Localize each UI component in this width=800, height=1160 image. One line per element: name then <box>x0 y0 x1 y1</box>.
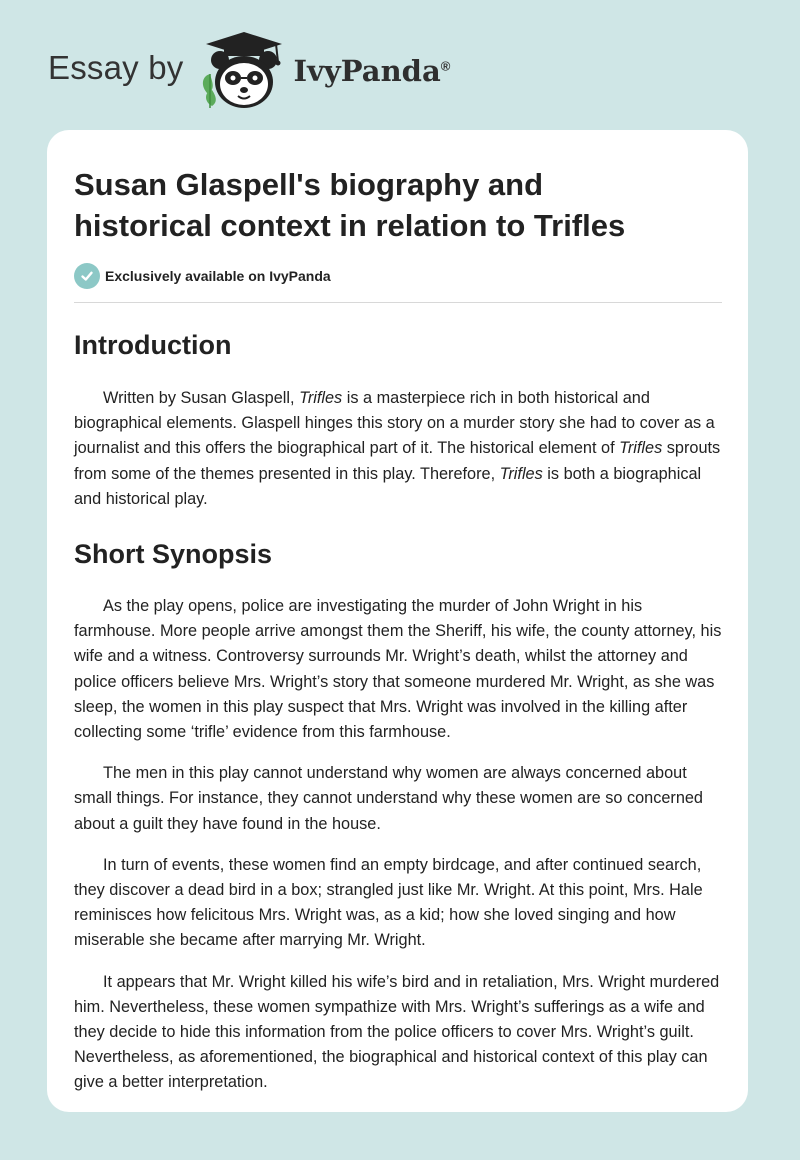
brand-name[interactable] <box>294 54 451 88</box>
intro-text-1: Written by Susan Glaspell, <box>103 389 300 407</box>
page-title: Susan Glaspell's biography and historical context in relation to Trifles <box>74 167 626 243</box>
intro-title-italic-1: Trifles <box>299 389 343 407</box>
divider <box>74 302 722 303</box>
synopsis-paragraph: It appears that Mr. Wright killed his wife’s bird and in retaliation, Mrs. Wright murdered him. Nevertheless, these women sympathize with Mrs. Wright’s sufferings as a wife and they decide to hide this information from the police officers to cover Mrs. Wright’s guilt. Nevertheless, as aforementioned, the biographical and historical context of this play can give a better interpretation. <box>74 972 720 1092</box>
intro-text-2: is a masterpiece rich in both historical and biographical elements. Glaspell hinges this story on a murder story she had to cover as a journalist and this offers the biographical part of it. The historical element of <box>74 389 715 458</box>
checkmark-icon <box>74 263 100 289</box>
exclusive-badge <box>74 263 722 289</box>
synopsis-paragraph: The men in this play cannot understand why women are always concerned about small things. For instance, they cannot understand why these women are so concerned about a guilt they have found in the house. <box>74 764 703 833</box>
section-heading-synopsis: Short Synopsis <box>74 539 273 570</box>
intro-title-italic-3: Trifles <box>499 464 543 483</box>
intro-title-italic-2: Trifles <box>619 439 663 458</box>
introduction-paragraph <box>74 386 722 512</box>
synopsis-paragraph: In turn of events, these women find an empty birdcage, and after continued search, they discover a dead bird in a box; strangled just like Mr. Wright. At this point, Mrs. Hale reminisces how felicitous Mrs. Wright was, as a kid; how she loved singing and how miserable she became after marrying Mr. Wright. <box>74 855 703 950</box>
section-heading-introduction: Introduction <box>74 330 232 360</box>
intro-text-3: sprouts from some of the themes presented in this play. Therefore, <box>74 439 721 483</box>
registered-mark: ® <box>440 58 451 74</box>
brand-header <box>48 28 450 112</box>
badge-text: Exclusively available on IvyPanda <box>105 268 331 284</box>
brand-prefix: Essay by <box>48 49 184 86</box>
synopsis-paragraph: As the play opens, police are investigating the murder of John Wright in his farmhouse. More people arrive amongst them the Sheriff, his wife, the county attorney, his wife and a witness. Controversy surrounds Mr. Wright’s death, whilst the attorney and police officers believe Mrs. Wright’s story that someone murdered Mr. Wright, as she was sleep, the women in this play suspect that Mrs. Wright was involved in the killing after collecting some ‘trifle’ evidence from this farmhouse. <box>74 597 722 742</box>
brand-name-text: IvyPanda <box>293 54 441 88</box>
panda-graduate-logo-icon[interactable] <box>198 28 290 112</box>
essay-card <box>47 130 748 1112</box>
intro-text-4: is both a biographical and historical play. <box>74 464 702 508</box>
